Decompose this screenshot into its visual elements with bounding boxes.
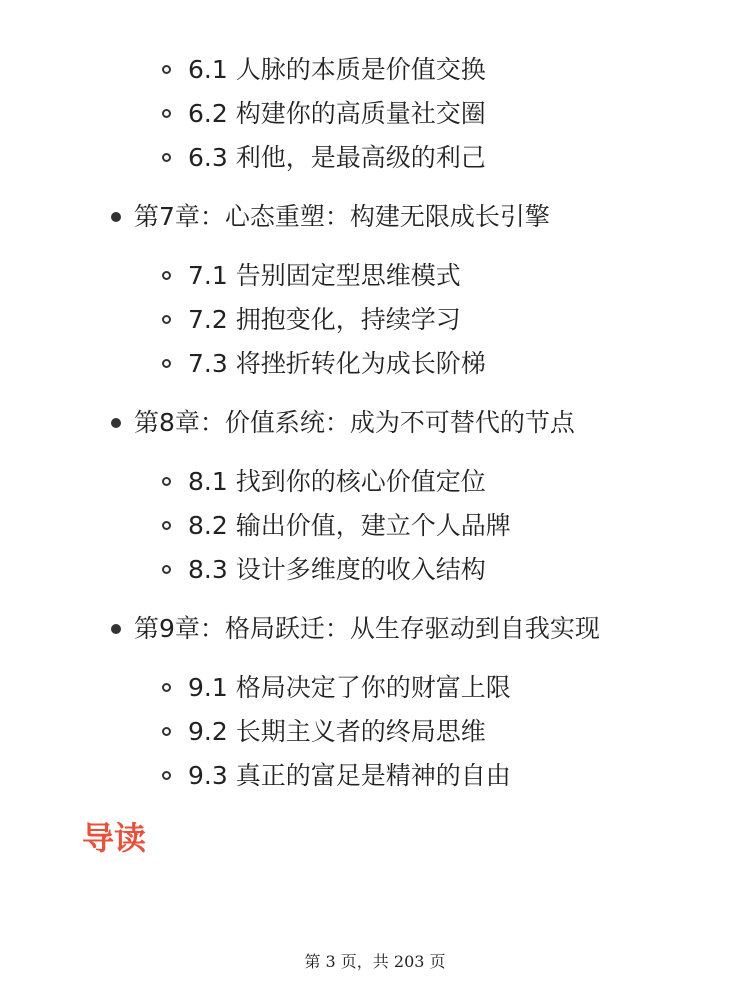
- table-of-contents: [0, 48, 750, 798]
- chapter-title: 第8章：价值系统：成为不可替代的节点: [134, 408, 575, 437]
- hollow-bullet-icon: [162, 109, 171, 118]
- hollow-bullet-icon: [162, 477, 171, 486]
- hollow-bullet-icon: [162, 153, 171, 162]
- chapter-6-subsections: [0, 48, 750, 180]
- page-number: 第 3 页，共 203 页: [304, 952, 446, 971]
- toc-item-label: 8.2 输出价值，建立个人品牌: [188, 511, 511, 540]
- toc-item-label: 9.3 真正的富足是精神的自由: [188, 761, 511, 790]
- toc-item-label: 6.1 人脉的本质是价值交换: [188, 55, 486, 84]
- toc-item-label: 7.1 告别固定型思维模式: [188, 261, 461, 290]
- toc-item-label: 7.3 将挫折转化为成长阶梯: [188, 349, 486, 378]
- toc-item-label: 9.1 格局决定了你的财富上限: [188, 673, 511, 702]
- hollow-bullet-icon: [162, 65, 171, 74]
- toc-chapter-8[interactable]: [0, 401, 750, 445]
- toc-item-6-2[interactable]: [0, 92, 750, 136]
- chapter-title: 第9章：格局跃迁：从生存驱动到自我实现: [134, 614, 600, 643]
- hollow-bullet-icon: [162, 727, 171, 736]
- toc-item-9-2[interactable]: [0, 710, 750, 754]
- toc-item-7-3[interactable]: [0, 342, 750, 386]
- toc-item-label: 7.2 拥抱变化，持续学习: [188, 305, 461, 334]
- chapter-7-subsections: [0, 254, 750, 386]
- hollow-bullet-icon: [162, 683, 171, 692]
- hollow-bullet-icon: [162, 271, 171, 280]
- toc-item-6-1[interactable]: [0, 48, 750, 92]
- toc-item-label: 6.2 构建你的高质量社交圈: [188, 99, 486, 128]
- toc-chapter-7[interactable]: [0, 195, 750, 239]
- filled-bullet-icon: [111, 418, 121, 428]
- filled-bullet-icon: [111, 624, 121, 634]
- toc-item-label: 8.1 找到你的核心价值定位: [188, 467, 486, 496]
- toc-item-7-2[interactable]: [0, 298, 750, 342]
- hollow-bullet-icon: [162, 771, 171, 780]
- hollow-bullet-icon: [162, 315, 171, 324]
- toc-item-label: 6.3 利他，是最高级的利己: [188, 143, 486, 172]
- hollow-bullet-icon: [162, 359, 171, 368]
- toc-item-8-3[interactable]: [0, 548, 750, 592]
- toc-item-7-1[interactable]: [0, 254, 750, 298]
- chapter-title: 第7章：心态重塑：构建无限成长引擎: [134, 202, 550, 231]
- hollow-bullet-icon: [162, 521, 171, 530]
- toc-item-label: 9.2 长期主义者的终局思维: [188, 717, 486, 746]
- toc-chapter-9[interactable]: [0, 607, 750, 651]
- toc-item-label: 8.3 设计多维度的收入结构: [188, 555, 486, 584]
- toc-item-8-2[interactable]: [0, 504, 750, 548]
- toc-item-8-1[interactable]: [0, 460, 750, 504]
- toc-item-9-1[interactable]: [0, 666, 750, 710]
- toc-item-9-3[interactable]: [0, 754, 750, 798]
- toc-item-6-3[interactable]: [0, 136, 750, 180]
- section-heading: 导读: [82, 819, 147, 857]
- chapter-9-subsections: [0, 666, 750, 798]
- hollow-bullet-icon: [162, 565, 171, 574]
- chapter-8-subsections: [0, 460, 750, 592]
- filled-bullet-icon: [111, 212, 121, 222]
